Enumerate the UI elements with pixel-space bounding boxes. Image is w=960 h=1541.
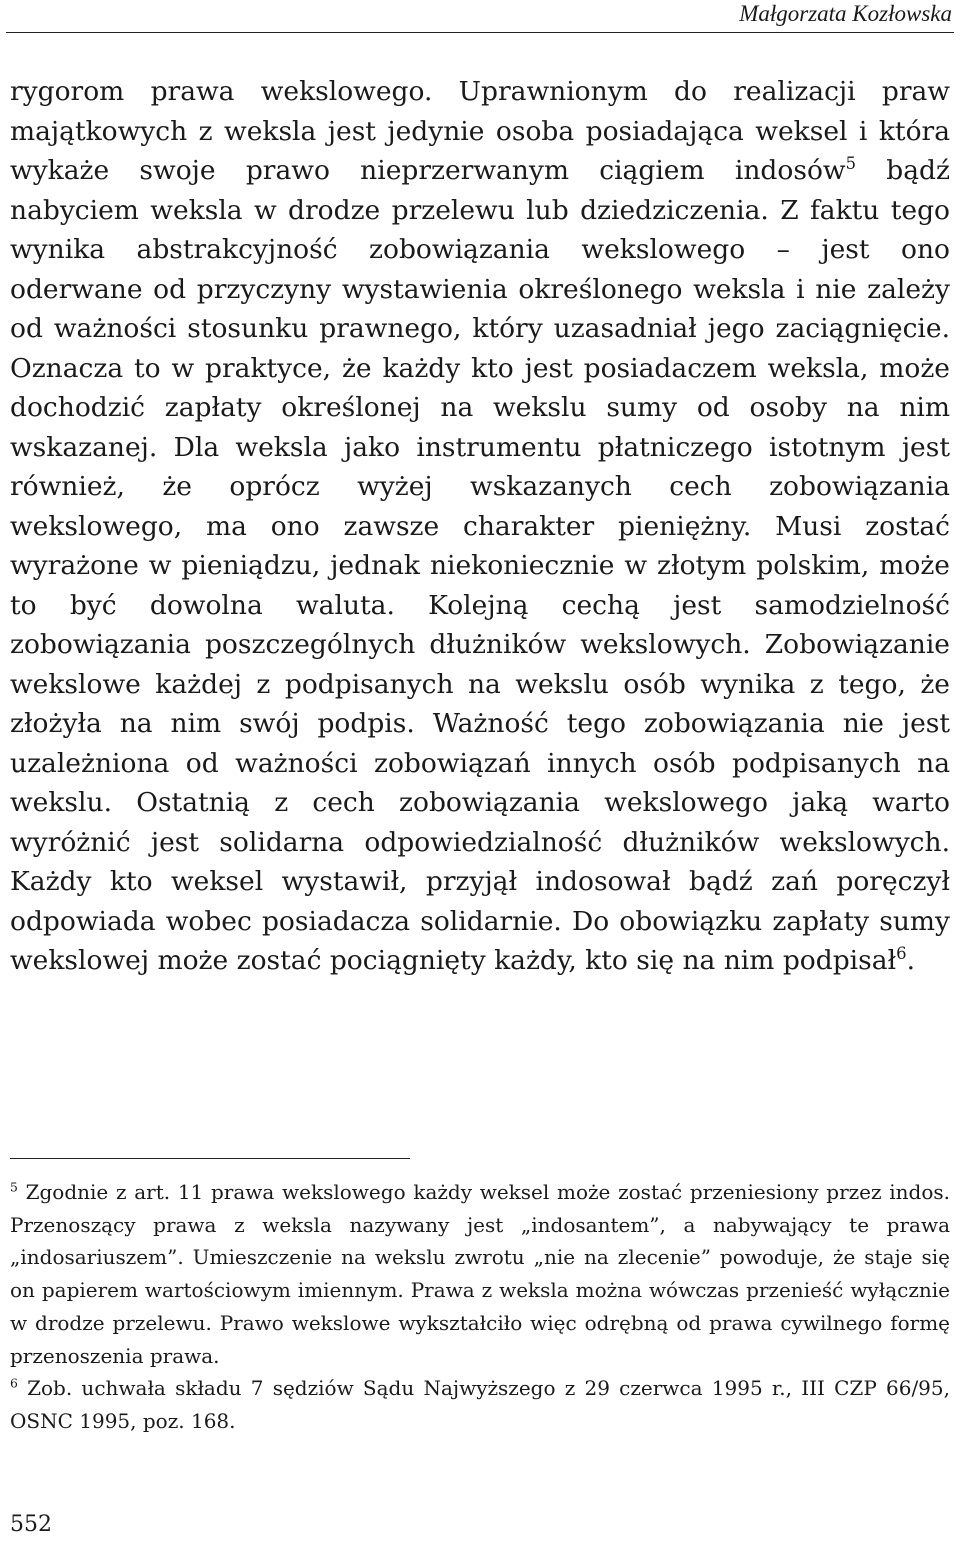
footnote-number-6: 6 [10,1375,18,1391]
footnote-reference-5[interactable]: 5 [845,154,857,174]
running-header-author: Małgorzata Kozłowska [739,1,952,26]
footnote-6 [10,1372,950,1437]
footnotes-section [10,1176,950,1438]
header-rule [6,32,954,33]
footnote-6-text: Zob. uchwała składu 7 sędziów Sądu Najwyższego z 29 czerwca 1995 r., III CZP 66/95, OSNC 1995, poz. 168. [10,1376,950,1433]
footnote-5-text: Zgodnie z art. 11 prawa wekslowego każdy weksel może zostać przeniesiony przez indos. Przenoszący prawa z weksla nazywany jest „indosantem”, a nabywający te prawa „indosariuszem”. Umieszczenie na wekslu zwrotu „nie na zlecenie” powoduje, że staje się on papierem wartościowym imiennym. Prawa z weksla można wówczas przenieść wyłącznie w drodze przelewu. Prawo wekslowe wykształciło więc odrębną od prawa cywilnego formę przenoszenia prawa. [10,1180,950,1368]
body-text-part-2: bądź nabyciem weksla w drodze przelewu lub dziedziczenia. Z faktu tego wynika abstrakcyjność zobowiązania wekslowego – jest ono oderwane od przyczyny wystawienia określonego weksla i nie zależy od ważności stosunku prawnego, który uzasadniał jego zaciągnięcie. Oznacza to w praktyce, że każdy kto jest posiadaczem weksla, może dochodzić zapłaty określonej na wekslu sumy od osoby na nim wskazanej. Dla weksla jako instrumentu płatniczego istotnym jest również, że oprócz wyżej wskazanych cech zobowiązania wekslowego, ma ono zawsze charakter pieniężny. Musi zostać wyrażone w pieniądzu, jednak niekoniecznie w złotym polskim, może to być dowolna waluta. Kolejną cechą jest samodzielność zobowiązania poszczególnych dłużników wekslowych. Zobowiązanie wekslowe każdej z podpisanych na wekslu osób wynika z tego, że złożyła na nim swój podpis. Ważność tego zobowiązania nie jest uzależniona od ważności zobowiązań innych osób podpisanych na wekslu. Ostatnią z cech zobowiązania wekslowego jaką warto wyróżnić jest solidarna odpowiedzialność dłużników wekslowych. Każdy kto weksel wystawił, przyjął indosował bądź zań poręczył odpowiada wobec posiadacza solidarnie. Do obowiązku zapłaty sumy wekslowej może zostać pociągnięty każdy, kto się na nim podpisał [10,155,950,976]
body-text-part-3: . [906,945,916,976]
page-number: 552 [10,1512,52,1537]
footnote-reference-6[interactable]: 6 [896,944,907,964]
footnote-separator [10,1158,410,1159]
footnote-number-5: 5 [10,1179,18,1195]
body-text-part-1: rygorom prawa wekslowego. Uprawnionym do realizacji praw majątkowych z weksla jest jedynie osoba posiadająca weksel i która wykaże swoje prawo nieprzerwanym ciągiem indosów [10,76,950,186]
body-paragraph [10,72,950,981]
footnote-5 [10,1176,950,1372]
